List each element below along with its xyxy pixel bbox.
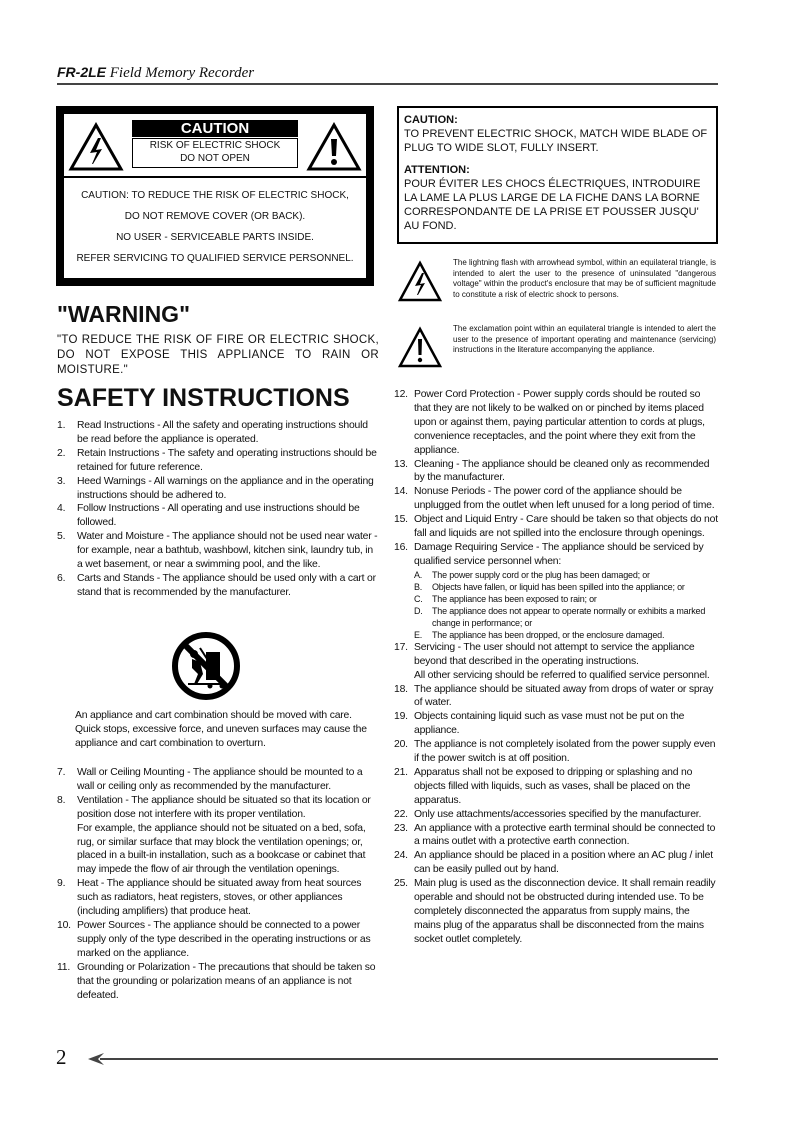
item-number: 7. [57, 767, 66, 778]
instructions-list-left-a [57, 419, 379, 600]
list-item [57, 766, 379, 794]
lightning-symbol-text: The lightning flash with arrowhead symbol, within an equilateral triangle, is intended to alert the user to the presence of uninsulated "dangerous voltage" within the product's enclosure that may be of sufficient magnitude to constitute a risk of electric shock to persons. [453, 258, 716, 299]
item-number: 17. [394, 641, 408, 653]
caution-line: DO NOT REMOVE COVER (OR BACK). [124, 211, 306, 222]
list-item [394, 641, 719, 683]
item-number: 16. [394, 541, 408, 553]
item-heading: Heat - [77, 878, 107, 890]
item-heading: Wall or Ceiling Mounting - [77, 767, 193, 778]
item-text: Power supply cords should be routed so that they are not likely to be walked on or pinched by items placed upon or against them, paying particular attention to cords at plugs, convenience receptacles, and the point where they exit from the appliance. [414, 389, 705, 456]
list-item [394, 808, 719, 822]
item-text: The appliance should be cleaned only as recommended by the manufacturer. [414, 458, 710, 484]
warning-text: "TO REDUCE THE RISK OF FIRE OR ELECTRIC SHOCK, DO NOT EXPOSE THIS APPLIANCE TO RAIN OR MOISTURE." [57, 334, 379, 376]
list-item [394, 485, 719, 513]
list-item [57, 961, 379, 1003]
caution-line: REFER SERVICING TO QUALIFIED SERVICE PERSONNEL. [76, 253, 354, 264]
item-number: 13. [394, 458, 408, 470]
item-number: 6. [57, 572, 66, 584]
list-item [394, 458, 719, 486]
list-item [57, 877, 379, 919]
caution-line: CAUTION: TO REDUCE THE RISK OF ELECTRIC SHOCK, [81, 190, 349, 201]
item-heading: Follow Instructions - [77, 503, 168, 515]
instructions-list-left-b [57, 766, 379, 1002]
item-heading: Grounding or Polarization - [77, 961, 199, 973]
item-heading: Power Cord Protection - [414, 389, 523, 400]
lightning-symbol-note [397, 258, 718, 318]
item-heading: Water and Moisture - [77, 531, 173, 543]
item-number: 10. [57, 919, 71, 931]
caution-subtitle [132, 138, 298, 168]
plug-caution-heading: CAUTION: [404, 114, 458, 126]
page-number: 2 [56, 1045, 67, 1069]
item-heading: Carts and Stands - [77, 572, 163, 584]
condition-text: The appliance has been exposed to rain; or [432, 593, 597, 604]
item-number: 19. [394, 711, 408, 723]
lightning-warning-icon [68, 122, 124, 172]
item-text: The appliance should be connected to a power supply only of the type described in the operating instructions or as marked on the appliance. [77, 919, 371, 959]
model-name: FR-2LE [57, 64, 106, 80]
lightning-symbol-icon [397, 260, 443, 304]
item-extra-text: For example, the appliance should not be situated on a bed, sofa, rug, or similar surface that may block the ventilation openings; or, placed in a built-in installation, such as a bookcase or cabinet that may impede the flow of air through the ventilation openings. [77, 822, 366, 876]
item-text: The appliance should be mounted to a wall or ceiling only as recommended by the manufacturer. [77, 767, 363, 792]
attention-heading: ATTENTION: [404, 164, 470, 176]
list-item [57, 419, 379, 447]
item-number: 24. [394, 850, 408, 862]
cart-caption: An appliance and cart combination should be moved with care. Quick stops, excessive force, and uneven surfaces may cause the appliance and cart combination to overturn. [75, 710, 367, 749]
condition-letter: B. [414, 581, 423, 592]
item-number: 3. [57, 475, 66, 487]
page-header [57, 64, 254, 82]
item-number: 21. [394, 766, 408, 778]
list-item [394, 683, 719, 711]
list-item [57, 794, 379, 877]
list-item [394, 388, 719, 458]
list-item [57, 447, 379, 475]
item-heading: Heed Warnings - [77, 475, 154, 487]
item-text: The appliance should be serviced by qualified service personnel when: [414, 541, 704, 567]
condition-text: The appliance has been dropped, or the enclosure damaged. [432, 629, 665, 640]
instructions-list-right-b [394, 641, 719, 947]
exclamation-symbol-text: The exclamation point within an equilateral triangle is intended to alert the user to the presence of important operating and maintenance (servicing) instructions in the literature accompanying the appliance. [453, 324, 716, 354]
damage-conditions-list [394, 569, 719, 641]
item-text: All warnings on the appliance and in the operating instructions should be adhered to. [77, 475, 374, 501]
list-item [57, 572, 379, 600]
condition-text: The power supply cord or the plug has been damaged; or [432, 569, 650, 580]
damage-condition [414, 629, 719, 641]
damage-condition [414, 569, 719, 581]
item-number: 9. [57, 878, 66, 890]
item-text: The appliance should not be used near water - for example, near a bathtub, washbowl, kitchen sink, laundry tub, in a wet basement, or near a swimming pool, and the like. [77, 531, 378, 571]
item-number: 18. [394, 683, 408, 695]
item-heading: Power Sources - [77, 919, 154, 931]
item-number: 22. [394, 808, 408, 820]
item-text: All operating and use instructions should be followed. [77, 503, 360, 529]
warning-title: "WARNING" [57, 301, 190, 327]
item-text: Only use attachments/accessories specified by the manufacturer. [414, 808, 702, 820]
plug-caution-text: TO PREVENT ELECTRIC SHOCK, MATCH WIDE BLADE OF PLUG TO WIDE SLOT, FULLY INSERT. [404, 128, 708, 154]
condition-letter: D. [414, 605, 423, 616]
item-text: All the safety and operating instructions should be read before the appliance is operated. [77, 420, 368, 445]
item-text: The appliance should be situated so that its location or position dose not interfere with its proper ventilation. [77, 794, 371, 820]
list-item [394, 513, 719, 541]
caution-line: NO USER - SERVICEABLE PARTS INSIDE. [116, 232, 314, 243]
item-heading: Cleaning - [414, 458, 462, 470]
item-number: 12. [394, 389, 408, 400]
item-text: The safety and operating instructions should be retained for future reference. [77, 447, 377, 473]
item-text: The appliance should be situated away from heat sources such as radiators, heat registers, stoves, or other appliances (including amplifiers) that produce heat. [77, 878, 362, 918]
item-number: 2. [57, 447, 66, 459]
item-number: 20. [394, 739, 408, 751]
safety-instructions-title: SAFETY INSTRUCTIONS [57, 384, 350, 412]
condition-text: The appliance does not appear to operate normally or exhibits a marked change in performance; or [432, 605, 706, 628]
item-number: 5. [57, 531, 66, 543]
damage-condition [414, 593, 719, 605]
list-item [57, 502, 379, 530]
item-text: The precautions that should be taken so that the grounding or polarization means of an appliance is not defeated. [77, 961, 376, 1001]
header-title: Field Memory Recorder [106, 65, 255, 81]
item-text: An appliance should be placed in a position where an AC plug / inlet can be easily pulled out by hand. [414, 850, 713, 876]
item-text: The appliance should be situated away from drops of water or spray of water. [414, 683, 714, 709]
cart-tip-over-icon [170, 632, 242, 700]
item-text: Objects containing liquid such as vase must not be put on the appliance. [414, 711, 685, 737]
item-heading: Read Instructions - [77, 420, 163, 431]
item-heading: Ventilation - [77, 794, 132, 806]
item-number: 8. [57, 794, 66, 806]
exclamation-symbol-note [397, 324, 718, 374]
caution-lines [64, 190, 366, 274]
condition-letter: C. [414, 593, 423, 604]
item-text: Main plug is used as the disconnection device. It shall remain readily operable and should not be obstructed during intended use. To be completely disconnected the apparatus from supply mains, the mains plug of the apparatus shall be disconnected from the mains socket outlet completely. [414, 878, 716, 945]
condition-text: Objects have fallen, or liquid has been spilled into the appliance; or [432, 581, 685, 592]
damage-condition [414, 581, 719, 593]
item-text: Care should be taken so that objects do not fall and liquids are not spilled into the enclosure through openings. [414, 514, 718, 540]
item-text: The appliance is not completely isolated from the power supply even if the power switch is at off position. [414, 739, 716, 765]
caution-subtitle-line-1: RISK OF ELECTRIC SHOCK [149, 140, 281, 151]
list-item [394, 541, 719, 569]
list-item [394, 766, 719, 808]
footer-rule [100, 1058, 718, 1060]
item-heading: Damage Requiring Service - [414, 541, 542, 553]
condition-letter: A. [414, 569, 423, 580]
item-number: 4. [57, 503, 66, 515]
exclamation-warning-icon [306, 122, 362, 172]
caution-box [56, 106, 374, 286]
list-item [57, 475, 379, 503]
list-item [394, 710, 719, 738]
instructions-list-right-a [394, 388, 719, 569]
item-number: 23. [394, 822, 408, 834]
item-text: The user should not attempt to service the appliance beyond that described in the operating instructions. [414, 641, 695, 667]
item-extra-text: All other servicing should be referred to qualified service personnel. [414, 669, 710, 681]
damage-condition [414, 605, 719, 629]
item-number: 15. [394, 514, 408, 526]
list-item [394, 877, 719, 947]
item-number: 25. [394, 878, 408, 890]
instructions-list-right [394, 388, 719, 947]
caution-subtitle-line-2: DO NOT OPEN [180, 153, 250, 164]
item-text: An appliance with a protective earth terminal should be connected to a mains outlet with a protective earth connection. [414, 822, 716, 848]
list-item [57, 530, 379, 572]
condition-letter: E. [414, 629, 423, 640]
header-rule [57, 83, 718, 85]
item-number: 1. [57, 420, 66, 431]
item-number: 11. [57, 961, 71, 973]
item-heading: Object and Liquid Entry - [414, 514, 527, 526]
list-item [394, 849, 719, 877]
plug-caution-box [397, 106, 718, 244]
list-item [394, 822, 719, 850]
list-item [57, 919, 379, 961]
list-item [394, 738, 719, 766]
item-number: 14. [394, 486, 408, 498]
item-heading: Nonuse Periods - [414, 486, 494, 498]
item-heading: Retain Instructions - [77, 447, 168, 459]
exclamation-symbol-icon [397, 326, 443, 370]
attention-text: POUR ÉVITER LES CHOCS ÉLECTRIQUES, INTRODUIRE LA LAME LA PLUS LARGE DE LA FICHE DANS LA BORNE CORRESPONDANTE DE LA PRISE ET POUSSER JUSQU' AU FOND. [404, 178, 701, 232]
item-text: The power cord of the appliance should be unplugged from the outlet when left unused for a long period of time. [414, 486, 715, 512]
item-heading: Servicing - [414, 641, 464, 653]
item-text: The appliance should be used only with a cart or stand that is recommended by the manufacturer. [77, 572, 376, 598]
caution-title: CAUTION [132, 120, 298, 137]
item-text: Apparatus shall not be exposed to dripping or splashing and no objects filled with liquids, such as vases, shall be placed on the apparatus. [414, 766, 693, 806]
